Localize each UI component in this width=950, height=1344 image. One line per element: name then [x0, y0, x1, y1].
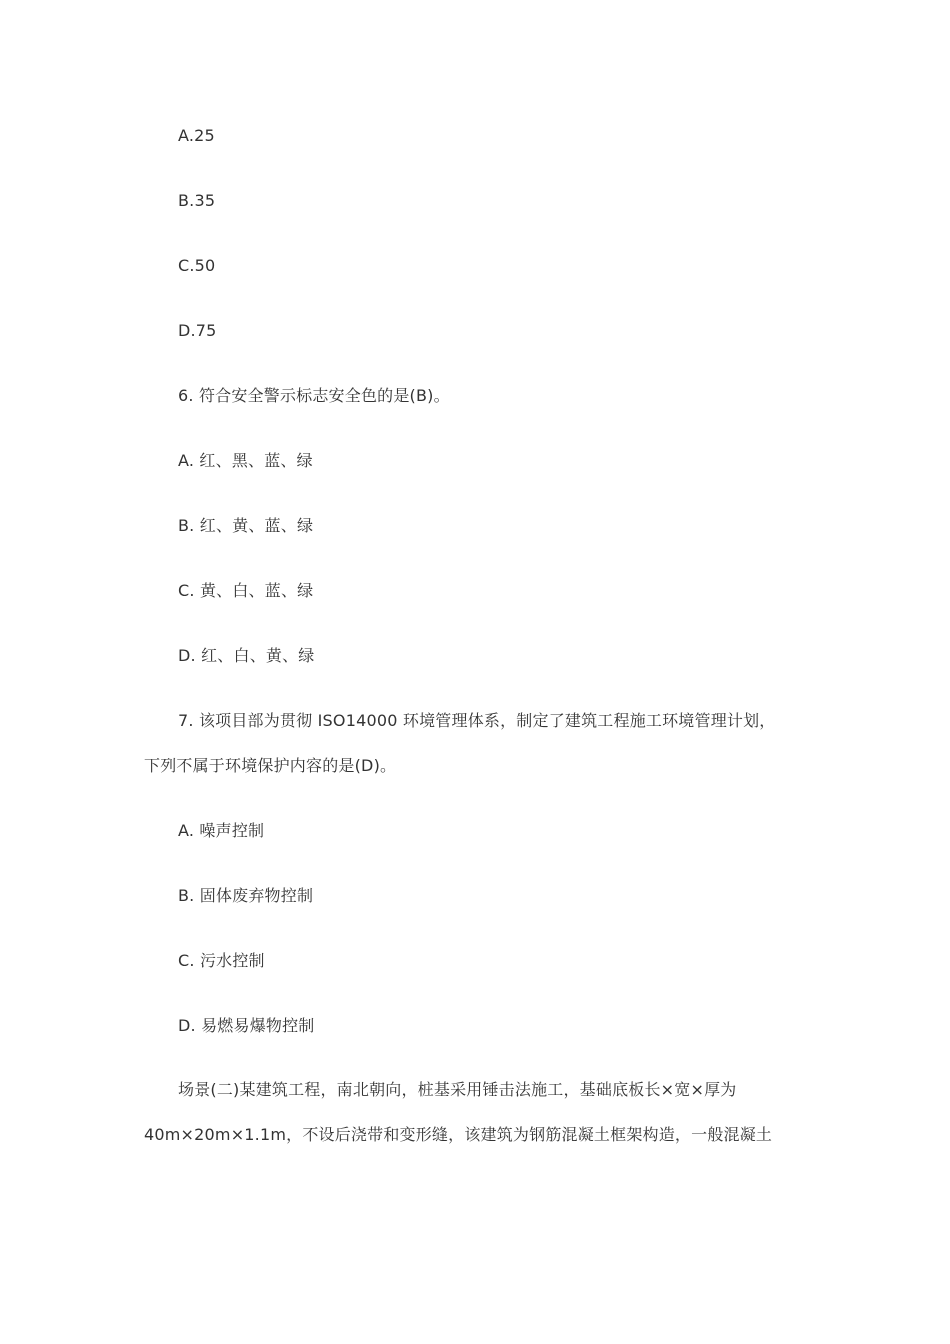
q5-option-a: A.25 — [178, 126, 215, 145]
q6-option-b: B. 红、黄、蓝、绿 — [178, 516, 314, 535]
q6-option-a: A. 红、黑、蓝、绿 — [178, 451, 313, 470]
q7-question-line2: 下列不属于环境保护内容的是(D)。 — [144, 756, 397, 775]
q7-option-c: C. 污水控制 — [178, 951, 265, 970]
scenario2-line2: 40m×20m×1.1m，不设后浇带和变形缝，该建筑为钢筋混凝土框架构造，一般混凝土 — [144, 1125, 773, 1144]
q5-option-b: B.35 — [178, 191, 216, 210]
q6-question: 6. 符合安全警示标志安全色的是(B)。 — [178, 386, 450, 405]
q6-option-d: D. 红、白、黄、绿 — [178, 646, 315, 665]
q7-option-d: D. 易燃易爆物控制 — [178, 1016, 315, 1035]
scenario2-line1: 场景(二)某建筑工程，南北朝向，桩基采用锤击法施工，基础底板长×宽×厚为 — [178, 1080, 737, 1099]
q7-question-line1: 7. 该项目部为贯彻 ISO14000 环境管理体系，制定了建筑工程施工环境管理计划， — [178, 711, 776, 730]
q5-option-d: D.75 — [178, 321, 217, 340]
q5-option-c: C.50 — [178, 256, 216, 275]
q7-option-b: B. 固体废弃物控制 — [178, 886, 314, 905]
q7-option-a: A. 噪声控制 — [178, 821, 265, 840]
q6-option-c: C. 黄、白、蓝、绿 — [178, 581, 314, 600]
